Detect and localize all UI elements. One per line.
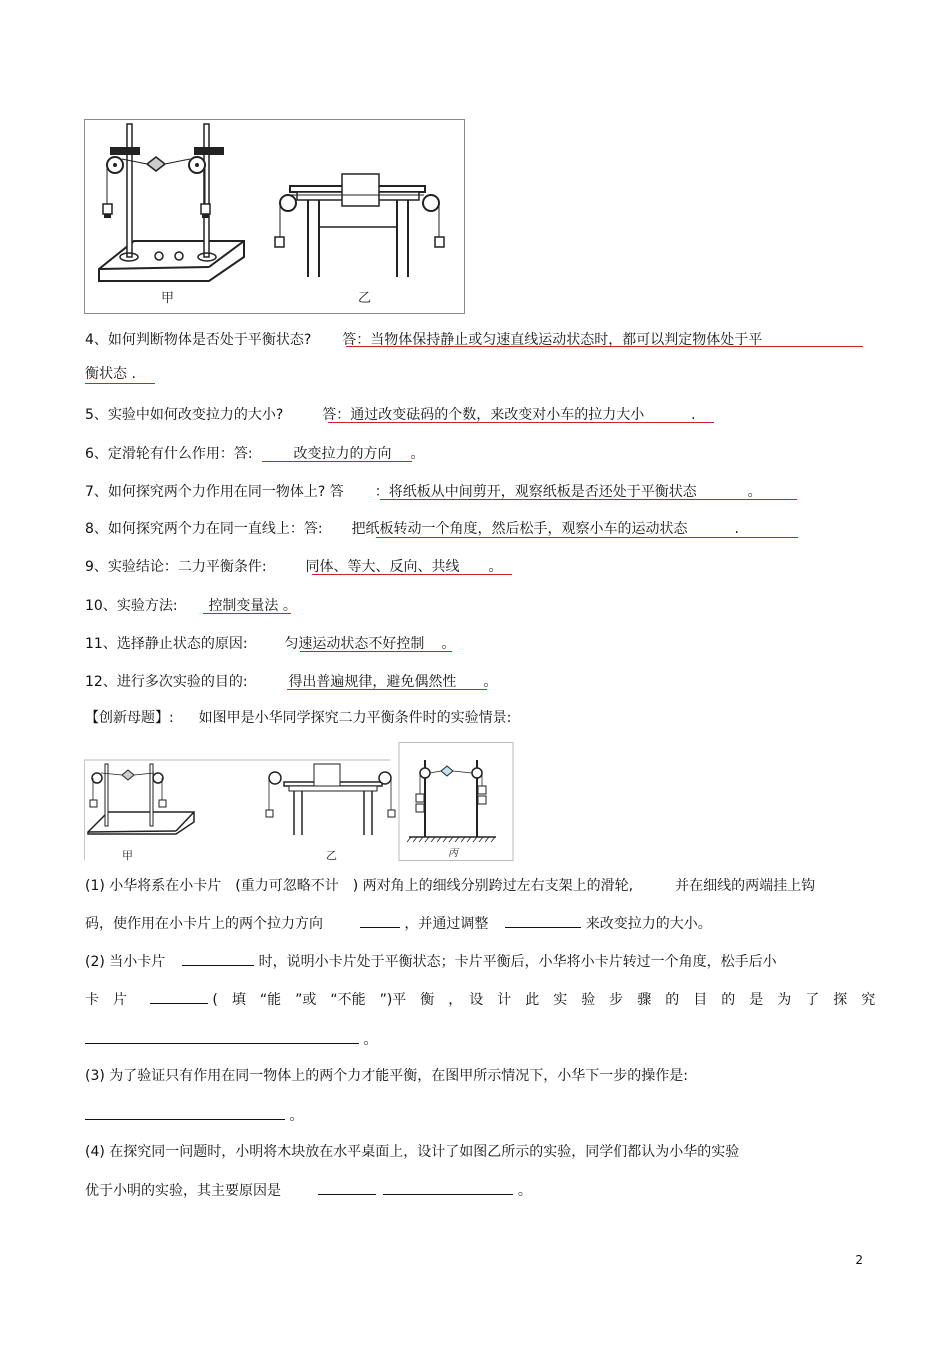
p2-blank-when[interactable] [182, 951, 254, 966]
q4-answer-underline-2 [85, 383, 155, 384]
q9-question: 9、实验结论：二力平衡条件: [85, 559, 267, 575]
p2-text-3end: 。 [363, 1032, 378, 1048]
p1-line1 [85, 876, 815, 896]
fig-top-label-jia: 甲 [161, 291, 175, 306]
q10-answer-underline [203, 613, 291, 614]
q6-answer: 改变拉力的方向 [293, 446, 392, 462]
p3-line2 [85, 1105, 303, 1126]
q8-answer-underline [376, 537, 798, 538]
p4-text-1: (4) 在探究同一问题时，小明将木块放在水平桌面上，设计了如图乙所示的实验，同学们都认为小华的实验 [85, 1144, 740, 1160]
q4-line2 [85, 364, 136, 384]
q5-end: . [691, 407, 696, 423]
q7-answer: ：将纸板从中间剪开，观察纸板是否还处于平衡状态 [374, 484, 697, 500]
p1-blank-adjust[interactable] [505, 913, 581, 928]
innovation-title: 【创新母题】: [85, 710, 174, 726]
p2-blank-purpose[interactable] [85, 1029, 359, 1044]
p2-line3 [85, 1029, 377, 1050]
page-number: 2 [855, 1253, 863, 1267]
q12-answer: 得出普遍规律，避免偶然性 [288, 674, 457, 690]
q8-end: . [734, 521, 739, 537]
q5-question: 5、实验中如何改变拉力的大小? [85, 407, 284, 423]
p2-text-2b: ( 填 “能 ”或 “不能 ”)平 衡 ， 设 计 此 实 验 步 骤 的 目 的 是 为 了 探 究 [212, 992, 876, 1008]
p2-line2 [85, 989, 875, 1010]
innovation-text: 如图甲是小华同学探究二力平衡条件时的实验情景: [198, 710, 512, 726]
p4-blank-reason-a[interactable] [318, 1180, 376, 1195]
p1-line2 [85, 913, 712, 934]
q4-line1 [85, 330, 762, 350]
p1-text-2a: 码，使作用在小卡片上的两个拉力方向 [85, 916, 323, 932]
p2-text-1a: (2) 当小卡片 [85, 954, 166, 970]
q8-line [85, 519, 739, 539]
fig-bottom-label-jia: 甲 [122, 849, 133, 862]
q9-answer: 同体、等大、反向、共线 [305, 559, 460, 575]
q8-answer: 把纸板转动一个角度，然后松手，观察小车的运动状态 [351, 521, 688, 537]
q7-end: 。 [747, 484, 762, 500]
p4-text-2end: 。 [517, 1183, 532, 1199]
q12-answer-underline [287, 689, 487, 690]
p2-text-2a: 卡 片 [85, 992, 127, 1008]
q10-question: 10、实验方法: [85, 598, 178, 614]
q6-question: 6、定滑轮有什么作用：答: [85, 446, 253, 462]
p1-blank-direction[interactable] [360, 913, 400, 928]
q6-answer-underline [262, 461, 412, 462]
p3-line1 [85, 1066, 688, 1086]
fig-bottom-label-bing: 丙 [448, 848, 458, 859]
apparatus-diagram-top [84, 119, 465, 314]
apparatus-diagram-bottom [84, 742, 514, 862]
p2-line1 [85, 951, 777, 972]
q10-end: 。 [282, 598, 297, 614]
q4-answer-underline-1 [346, 346, 863, 347]
p4-line2 [85, 1180, 532, 1201]
figure-top [84, 119, 465, 314]
q5-answer-underline [328, 422, 714, 423]
q4-answer-line1: 答：当物体保持静止或匀速直线运动状态时，都可以判定物体处于平 [342, 332, 763, 348]
p1-text-1: (1) 小华将系在小卡片 (重力可忽略不计 ) 两对角上的细线分别跨过左右支架上的滑轮, 并在细线的两端挂上钩 [85, 878, 816, 894]
p1-text-2c: 来改变拉力的大小。 [585, 916, 712, 932]
q6-end: 。 [410, 446, 425, 462]
q7-answer-underline [380, 499, 797, 500]
p4-text-2a: 优于小明的实验，其主要原因是 [85, 1183, 281, 1199]
p2-blank-can-cannot[interactable] [150, 989, 208, 1004]
q11-answer-underline [300, 651, 452, 652]
q7-question: 7、如何探究两个力作用在同一物体上? 答 [85, 484, 344, 500]
q11-question: 11、选择静止状态的原因: [85, 636, 248, 652]
q4-answer-line2: 衡状态 . [85, 366, 136, 382]
p2-text-1b: 时，说明小卡片处于平衡状态；卡片平衡后，小华将小卡片转过一个角度，松手后小 [258, 954, 777, 970]
q12-question: 12、进行多次实验的目的: [85, 674, 248, 690]
fig-top-label-yi: 乙 [358, 291, 372, 306]
q10-answer: 控制变量法 [208, 598, 279, 614]
innovation-line [85, 708, 511, 728]
p4-blank-reason-b[interactable] [383, 1180, 513, 1195]
q8-question: 8、如何探究两个力在同一直线上：答: [85, 521, 323, 537]
q5-answer: 答：通过改变砝码的个数，来改变对小车的拉力大小 [322, 407, 645, 423]
p4-line1 [85, 1142, 739, 1162]
q9-answer-underline [312, 574, 512, 575]
q9-end: 。 [488, 559, 503, 575]
q12-end: 。 [483, 674, 498, 690]
p3-blank-next-step[interactable] [85, 1105, 285, 1120]
p1-text-2b: ，并通过调整 [404, 916, 489, 932]
p3-text-1: (3) 为了验证只有作用在同一物体上的两个力才能平衡，在图甲所示情况下，小华下一步的操作是: [85, 1068, 688, 1084]
q11-end: 。 [441, 636, 456, 652]
figure-bottom [84, 742, 514, 862]
fig-bottom-label-yi: 乙 [326, 849, 337, 862]
p3-text-2end: 。 [289, 1108, 304, 1124]
q11-answer: 匀速运动状态不好控制 [284, 636, 425, 652]
q4-question: 4、如何判断物体是否处于平衡状态? [85, 332, 312, 348]
